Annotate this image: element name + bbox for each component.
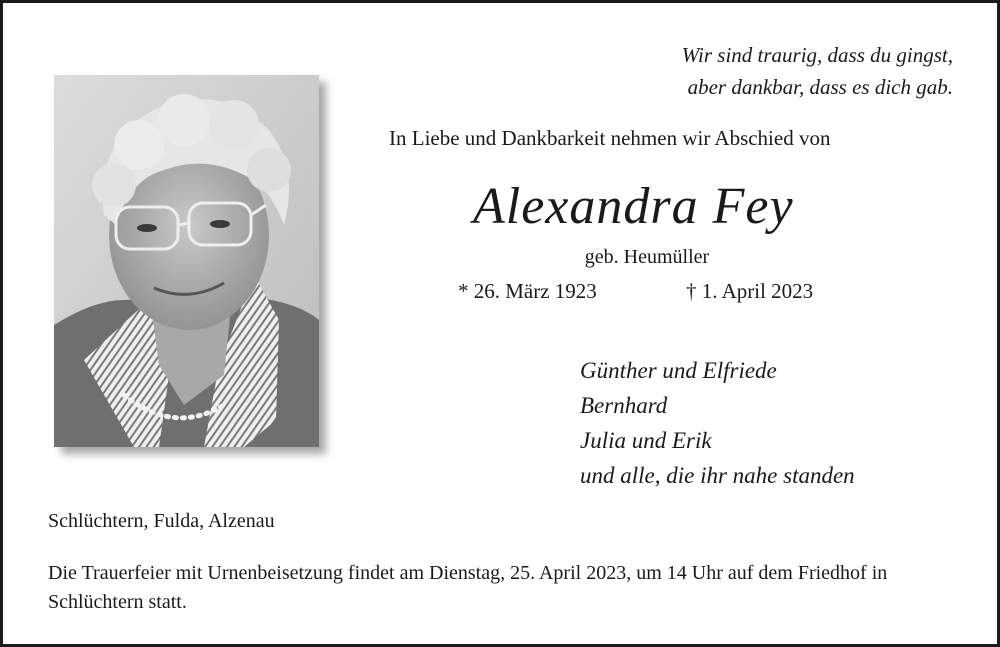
death-date: † 1. April 2023 [686, 279, 814, 303]
ceremony-text: Die Trauerfeier mit Urnenbeisetzung findet am Dienstag, 25. April 2023, um 14 Uhr auf dem Friedhof in Schlüchtern statt. [48, 562, 888, 613]
birth-name: geb. Heumüller [584, 246, 710, 268]
mourner-line: und alle, die ihr nahe standen [580, 463, 855, 488]
places-text: Schlüchtern, Fulda, Alzenau [48, 510, 275, 532]
memorial-quote [682, 39, 953, 103]
quote-line-2: aber dankbar, dass es dich gab. [687, 75, 953, 99]
mourner-line: Julia und Erik [580, 428, 712, 453]
birth-date: * 26. März 1923 [458, 279, 597, 303]
mourners-list [580, 353, 855, 493]
mourner-line: Günther und Elfriede [580, 358, 777, 383]
mourner-line: Bernhard [580, 393, 668, 418]
deceased-name: Alexandra Fey [473, 178, 794, 235]
intro-text: In Liebe und Dankbarkeit nehmen wir Abschied von [389, 126, 831, 150]
quote-line-1: Wir sind traurig, dass du gingst, [681, 43, 953, 67]
